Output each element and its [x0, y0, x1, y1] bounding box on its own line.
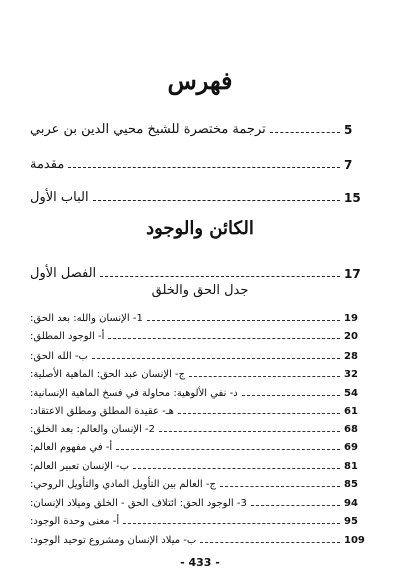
toc-entry-page: 69	[344, 442, 358, 453]
page-number: - 433 -	[180, 556, 220, 569]
toc-entry	[30, 456, 370, 472]
dotted-leader	[159, 431, 340, 432]
dotted-leader	[68, 167, 340, 168]
toc-entry	[30, 493, 370, 509]
page-title: فهرس	[167, 66, 233, 95]
dotted-leader	[93, 200, 340, 201]
toc-entry-label: 1- الإنسان والله: بعد الحق:	[30, 313, 143, 324]
dotted-leader	[108, 338, 340, 339]
toc-entry-label: أ- الوجود المطلق:	[30, 331, 105, 342]
toc-entry-page: 94	[344, 498, 358, 509]
toc-entry	[30, 265, 370, 281]
toc-entry-label: ج- العالم بين التأويل المادي والتأويل الروحي:	[30, 479, 216, 490]
toc-entry-label: ب- الله الحق:	[30, 351, 88, 362]
toc-entry	[30, 401, 370, 417]
toc-entry-page: 81	[344, 461, 358, 472]
chapter-subtitle: جدل الحق والخلق	[151, 283, 249, 298]
dotted-leader	[100, 276, 340, 277]
toc-entry-page: 28	[344, 351, 358, 362]
dotted-leader	[123, 523, 340, 524]
toc-entry-label: ترجمة مختصرة للشيخ محيي الدين بن عربي	[30, 122, 266, 137]
toc-entry-page: 7	[344, 158, 353, 172]
dotted-leader	[251, 505, 340, 506]
toc-entry-page: 5	[344, 123, 353, 137]
dotted-leader	[220, 486, 340, 487]
toc-entry-page: 85	[344, 479, 358, 490]
toc-entry-label: 3- الوجود الحق: ائتلاف الحق - الخلق وميلاد الإنسان:	[30, 498, 247, 509]
dotted-leader	[270, 132, 340, 133]
toc-entry	[30, 326, 370, 342]
toc-entry	[30, 346, 370, 362]
dotted-leader	[178, 413, 340, 414]
toc-entry-label: ب- ميلاد الإنسان ومشروع توحيد الوجود:	[30, 535, 197, 546]
toc-entry	[30, 437, 370, 453]
toc-entry-label: الباب الأول	[30, 190, 89, 205]
toc-entry-page: 95	[344, 516, 358, 527]
toc-entry	[30, 474, 370, 490]
toc-entry-label: ج- الإنسان عبد الحق: الماهية الأصلية:	[30, 369, 186, 380]
toc-entry-label: الفصل الأول	[30, 266, 97, 281]
dotted-leader	[147, 320, 340, 321]
toc-entry	[30, 511, 370, 527]
dotted-leader	[133, 468, 340, 469]
toc-entry	[30, 121, 370, 137]
toc-entry-page: 61	[344, 406, 358, 417]
toc-entry-page: 19	[344, 313, 358, 324]
toc-entry-page: 15	[344, 191, 361, 205]
toc-entry-label: مقدمة	[30, 157, 65, 172]
section-title: الكائن والوجود	[146, 218, 254, 239]
toc-entry-page: 17	[344, 267, 361, 281]
toc-entry	[30, 383, 370, 399]
toc-entry-label: 2- الإنسان والعالم: بعد الخلق:	[30, 424, 156, 435]
toc-entry-label: ب- الإنسان تعبير العالم:	[30, 461, 130, 472]
toc-entry	[30, 530, 370, 546]
toc-entry-label: هـ- عقيدة المطلق ومطلق الاعتقاد:	[30, 406, 174, 417]
dotted-leader	[189, 376, 340, 377]
toc-entry	[30, 189, 370, 205]
toc-entry-label: د- نفي الألوهية: محاولة في فسخ الماهية الإنسانية:	[30, 388, 238, 399]
toc-entry-label: أ- في مفهوم العالم:	[30, 442, 113, 453]
toc-entry-page: 20	[344, 331, 358, 342]
toc-entry-label: أ- معنى وحدة الوجود:	[30, 516, 120, 527]
toc-entry-page: 32	[344, 369, 358, 380]
toc-entry	[30, 156, 370, 172]
toc-entry-page: 54	[344, 388, 358, 399]
dotted-leader	[242, 395, 340, 396]
toc-entry-page: 68	[344, 424, 358, 435]
dotted-leader	[92, 358, 340, 359]
toc-entry	[30, 308, 370, 324]
dotted-leader	[116, 449, 340, 450]
toc-entry-page: 109	[344, 535, 365, 546]
toc-entry	[30, 364, 370, 380]
toc-entry	[30, 419, 370, 435]
dotted-leader	[200, 542, 340, 543]
